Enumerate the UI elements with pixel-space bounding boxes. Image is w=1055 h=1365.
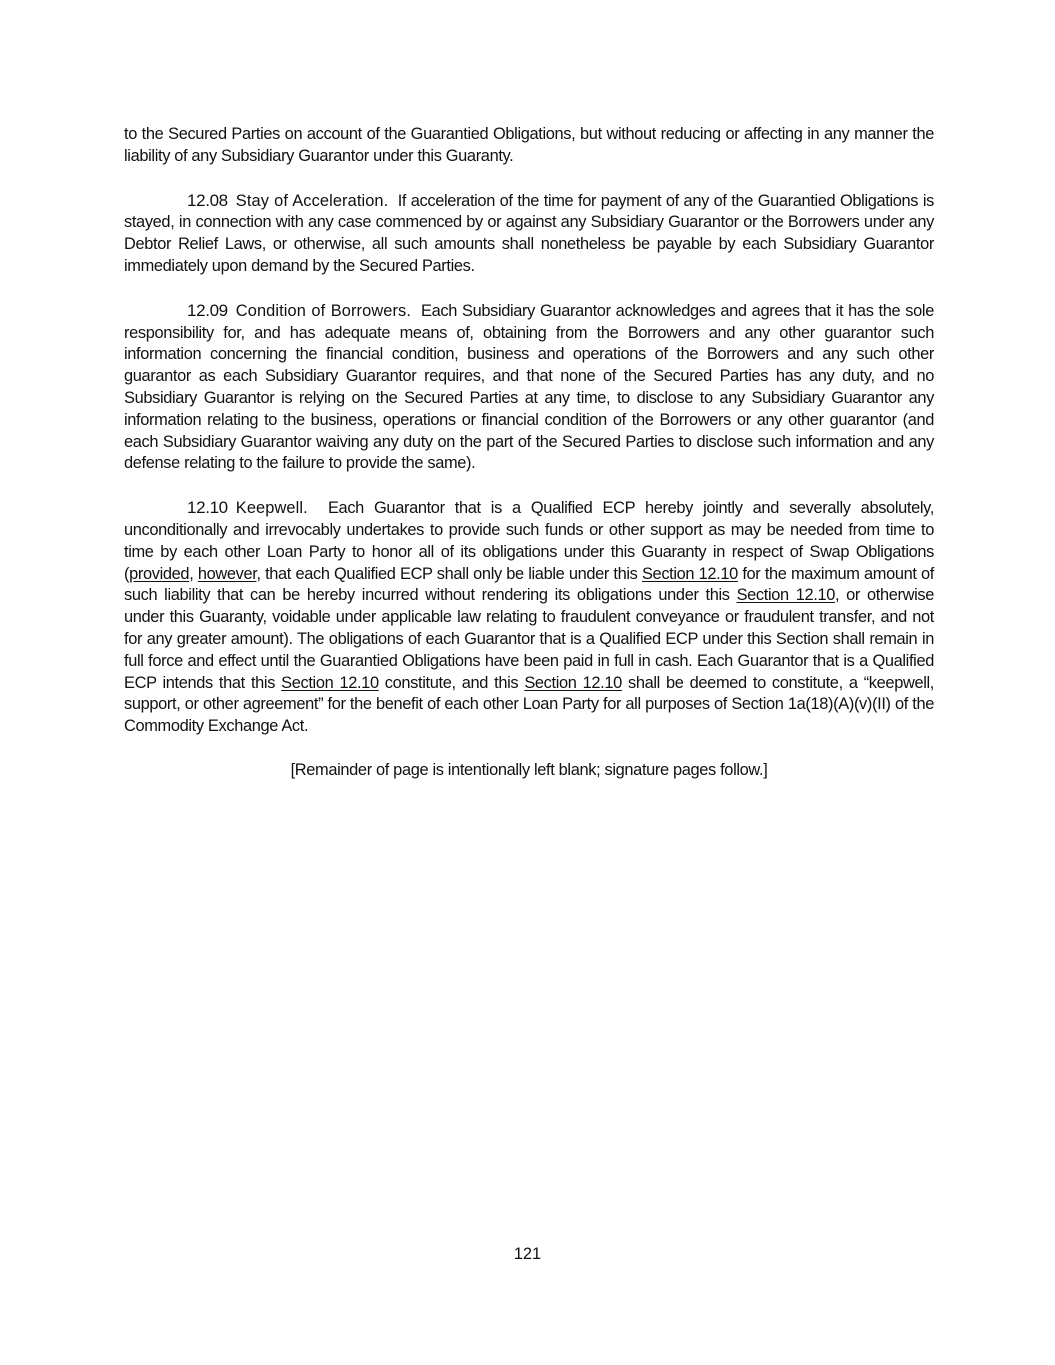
section-heading: Stay of Acceleration. <box>235 191 389 210</box>
page-number: 121 <box>513 1245 542 1263</box>
document-page <box>124 124 934 782</box>
section-heading: Condition of Borrowers. <box>235 301 411 320</box>
section-reference: Section 12.10 <box>281 673 379 692</box>
section-reference: Section 12.10 <box>524 673 622 692</box>
section-body-text: , or otherwise under this Guaranty, voidable under applicable law relating to fraudulent conveyance or fraudulent transfer, and not for any greater amount). The obligations of each Guarantor that is a Qualified ECP under this Section shall remain in full force and effect until the Guarantied Obligations have been paid in full in cash. Each Guarantor that is a Qualified ECP intends that this <box>124 586 934 692</box>
section-body-text: for the maximum amount of such liability that can be hereby incurred without rendering its obligations under this <box>124 564 934 605</box>
section-heading: Keepwell. <box>235 499 308 518</box>
section-number: 12.08 <box>187 190 228 210</box>
underlined-term-however: however <box>197 564 257 583</box>
section-body: If acceleration of the time for payment of any of the Guarantied Obligations is stayed, in connection with any case commenced by or against any Subsidiary Guarantor or the Borrowers under any Debtor Relief Laws, or otherwise, all such amounts shall nonetheless be payable by each Subsidiary Guarantor immediately upon demand by the Secured Parties. <box>124 191 934 275</box>
underlined-term-provided: provided <box>129 564 190 583</box>
section-body-text: , <box>189 564 198 583</box>
section-12-08 <box>124 190 934 278</box>
section-body-text: Each Guarantor that is a Qualified ECP hereby jointly and severally absolutely, unconditionally and irrevocably undertakes to provide such funds or other support as may be needed from time to time by each other Loan Party to honor all of its obligations under this Guaranty in respect of Swap Obligations ( <box>124 499 934 583</box>
section-reference: Section 12.10 <box>736 586 836 605</box>
section-body-text: constitute, and this <box>378 673 525 692</box>
section-body-text: , that each Qualified ECP shall only be liable under this <box>256 564 642 583</box>
section-body-text: shall be deemed to constitute, a “keepwell, support, or other agreement” for the benefit of each other Loan Party for all purposes of Section 1a(18)(A)(v)(II) of the Commodity Exchange Act. <box>124 673 934 736</box>
section-number: 12.10 <box>187 498 228 518</box>
section-reference: Section 12.10 <box>641 564 738 583</box>
remainder-note: [Remainder of page is intentionally left blank; signature pages follow.] <box>290 760 768 779</box>
section-body: Each Subsidiary Guarantor acknowledges and agrees that it has the sole responsibility for, and has adequate means of, obtaining from the Borrowers and any other guarantor such information concerning the financial condition, business and operations of the Borrowers and any such other guarantor as each Subsidiary Guarantor requires, and that none of the Secured Parties has any duty, and no Subsidiary Guarantor is relying on the Secured Parties at any time, to disclose to any Subsidiary Guarantor any information relating to the business, operations or financial condition of the Borrowers or any other guarantor (and each Subsidiary Guarantor waiving any duty on the part of the Secured Parties to disclose such information and any defense relating to the failure to provide the same). <box>124 301 934 473</box>
section-12-09 <box>124 300 934 475</box>
section-12-10 <box>124 497 934 738</box>
section-number: 12.09 <box>187 300 228 320</box>
continuation-paragraph: to the Secured Parties on account of the Guarantied Obligations, but without reducing or affecting in any manner the liability of any Subsidiary Guarantor under this Guaranty. <box>124 125 934 165</box>
